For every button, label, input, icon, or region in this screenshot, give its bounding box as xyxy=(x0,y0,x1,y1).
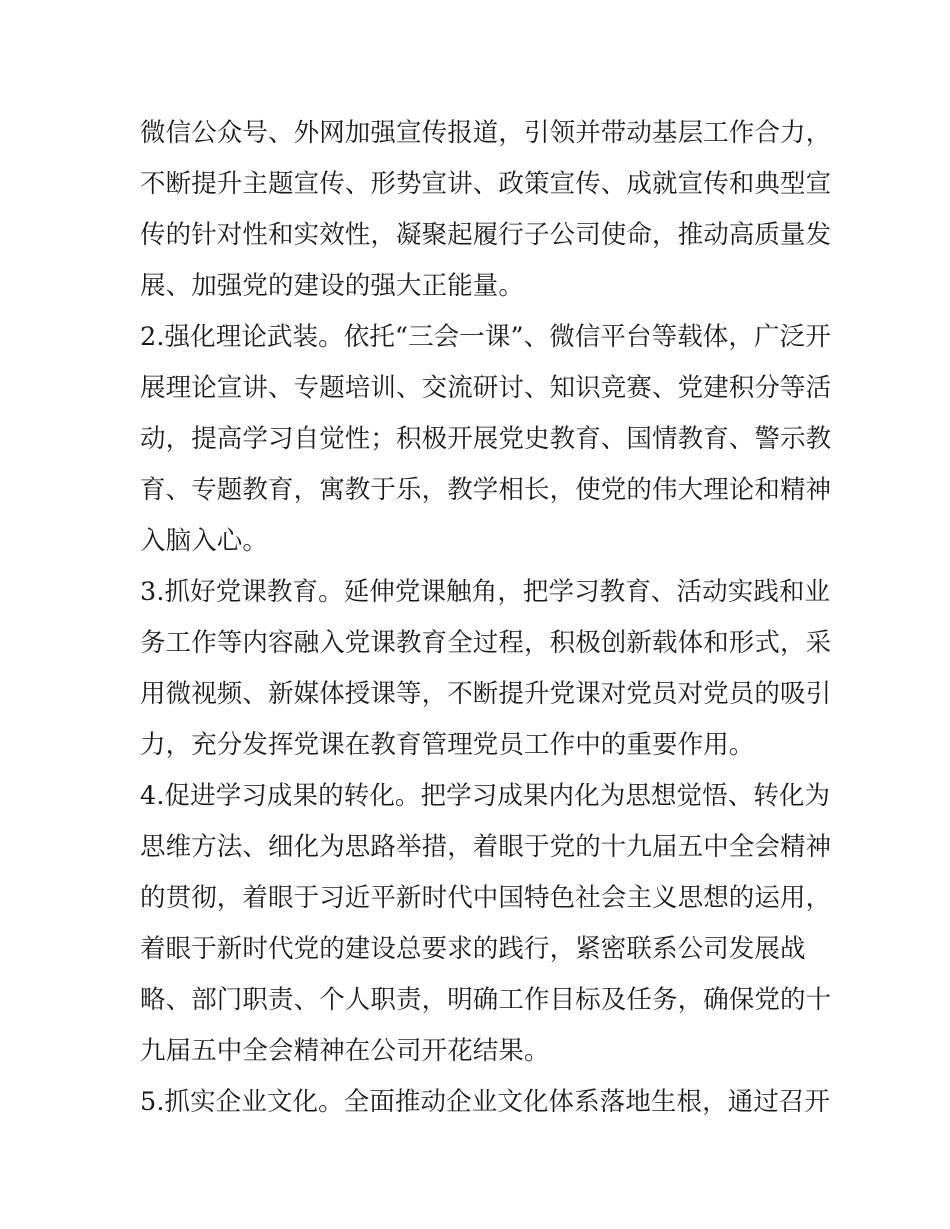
text-line: 力，充分发挥党课在教育管理党员工作中的重要作用。 xyxy=(140,730,755,760)
text-line: 5.抓实企业文化。全面推动企业文化体系落地生根，通过召开 xyxy=(140,1087,831,1117)
text-line: 展理论宣讲、专题培训、交流研讨、知识竞赛、党建积分等活 xyxy=(140,373,832,403)
text-line: 3.抓好党课教育。延伸党课触角，把学习教育、活动实践和业 xyxy=(140,577,831,607)
text-line: 九届五中全会精神在公司开花结果。 xyxy=(140,1036,550,1066)
text-line: 2.强化理论武装。依托“三会一课”、微信平台等载体，广泛开 xyxy=(140,322,831,352)
text-line: 微信公众号、外网加强宣传报道，引领并带动基层工作合力， xyxy=(140,118,832,148)
text-line: 育、专题教育，寓教于乐，教学相长，使党的伟大理论和精神 xyxy=(140,475,832,505)
text-line: 4.促进学习成果的转化。把学习成果内化为思想觉悟、转化为 xyxy=(140,781,831,811)
text-line: 展、加强党的建设的强大正能量。 xyxy=(140,271,525,301)
text-line: 略、部门职责、个人职责，明确工作目标及任务，确保党的十 xyxy=(140,985,832,1015)
text-line: 不断提升主题宣传、形势宣讲、政策宣传、成就宣传和典型宣 xyxy=(140,169,832,199)
text-line: 思维方法、细化为思路举措，着眼于党的十九届五中全会精神 xyxy=(140,832,832,862)
text-line: 的贯彻，着眼于习近平新时代中国特色社会主义思想的运用， xyxy=(140,883,832,913)
text-line: 入脑入心。 xyxy=(140,526,269,556)
text-line: 传的针对性和实效性，凝聚起履行子公司使命，推动高质量发 xyxy=(140,220,832,250)
text-line: 用微视频、新媒体授课等，不断提升党课对党员对党员的吸引 xyxy=(140,679,832,709)
text-line: 动，提高学习自觉性；积极开展党史教育、国情教育、警示教 xyxy=(140,424,832,454)
document-body xyxy=(140,108,832,1128)
text-line: 务工作等内容融入党课教育全过程，积极创新载体和形式，采 xyxy=(140,628,832,658)
text-line: 着眼于新时代党的建设总要求的践行，紧密联系公司发展战 xyxy=(140,934,806,964)
